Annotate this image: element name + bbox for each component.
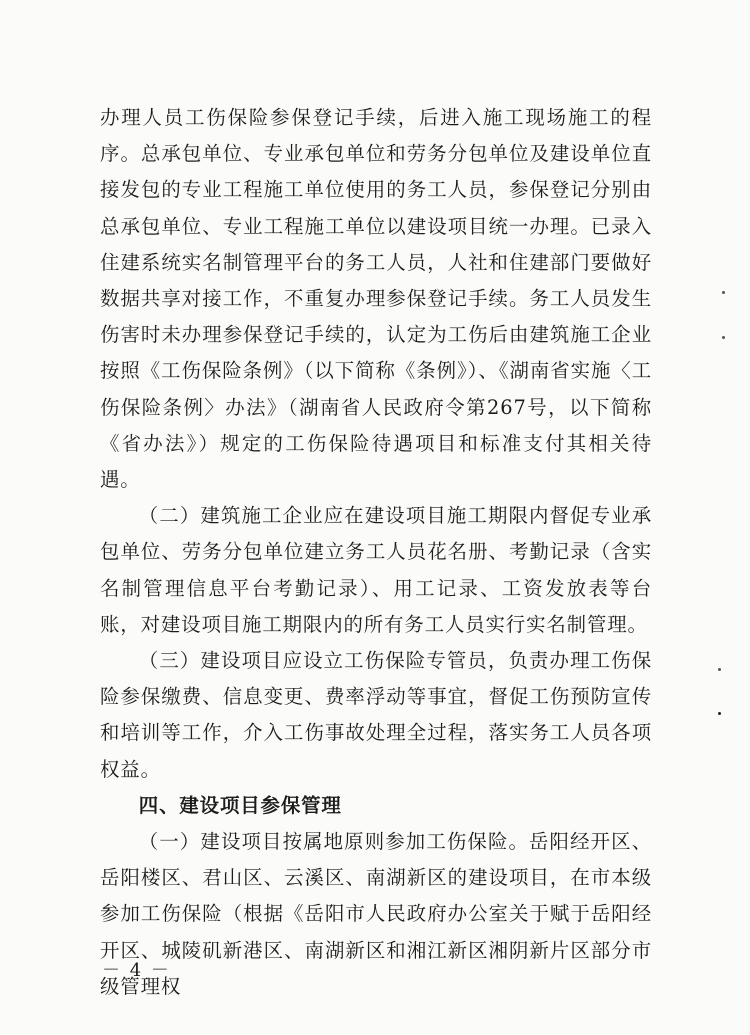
scan-speck xyxy=(718,668,721,671)
scan-speck xyxy=(718,712,721,715)
paragraph-item-2: （二）建筑施工企业应在建设项目施工期限内督促专业承包单位、劳务分包单位建立务工人员花名册、考勤记录（含实名制管理信息平台考勤记录）、用工记录、工资发放表等台账，对建设项目施工期限内的所有务工人员实行实名制管理。 xyxy=(100,504,652,636)
scan-speck xyxy=(722,336,725,339)
scan-speck xyxy=(722,291,725,294)
section-heading: 四、建设项目参保管理 xyxy=(138,793,342,817)
paragraph-item-3: （三）建设项目应设立工伤保险专管员，负责办理工伤保险参保缴费、信息变更、费率浮动等事宜，督促工伤预防宣传和培训等工作，介入工伤事故处理全过程，落实务工人员各项权益。 xyxy=(100,649,652,781)
body-text xyxy=(100,100,652,1005)
paragraph-section-4-item-1: （一）建设项目按属地原则参加工伤保险。岳阳经开区、岳阳楼区、君山区、云溪区、南湖新区的建设项目，在市本级参加工伤保险（根据《岳阳市人民政府办公室关于赋于岳阳经开区、城陵矶新港区、南湖新区和湘江新区湘阴新片区部分市级管理权 xyxy=(100,830,652,998)
page-number: － 4 － xyxy=(102,960,171,981)
paragraph-continuation: 办理人员工伤保险参保登记手续，后进入施工现场施工的程序。总承包单位、专业承包单位和劳务分包单位及建设单位直接发包的专业工程施工单位使用的务工人员，参保登记分别由总承包单位、专业工程施工单位以建设项目统一办理。已录入住建系统实名制管理平台的务工人员，人社和住建部门要做好数据共享对接工作，不重复办理参保登记手续。务工人员发生伤害时未办理参保登记手续的，认定为工伤后由建筑施工企业按照《工伤保险条例》（以下简称《条例》）、《湖南省实施〈工伤保险条例〉办法》（湖南省人民政府令第267号，以下简称《省办法》）规定的工伤保险待遇项目和标准支付其相关待遇。 xyxy=(100,106,652,492)
